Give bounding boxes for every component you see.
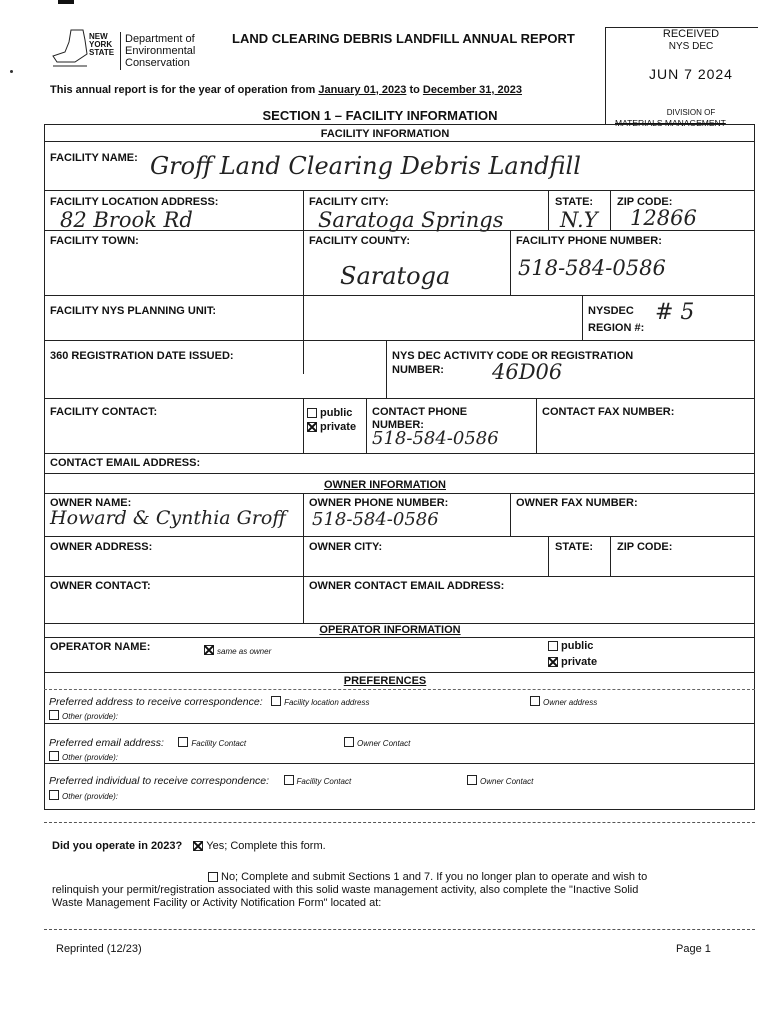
nys-dec-logo xyxy=(47,28,119,72)
logo-text: YORK xyxy=(89,40,113,49)
owner-phone-value: 518-584-0586 xyxy=(312,509,439,530)
location-value: 82 Brook Rd xyxy=(60,208,193,232)
activity-label: NYS DEC ACTIVITY CODE OR REGISTRATION xyxy=(392,350,634,362)
pref-address-label: Preferred address to receive correspondence: xyxy=(49,696,263,708)
logo-text: STATE xyxy=(89,48,115,57)
operation-yes-checkbox[interactable] xyxy=(193,841,203,851)
nysdec-region-label: REGION #: xyxy=(588,322,645,334)
location-label: FACILITY LOCATION ADDRESS: xyxy=(50,196,219,208)
owner-header: OWNER INFORMATION xyxy=(323,479,446,491)
same-as-owner-option[interactable] xyxy=(204,641,271,659)
divider xyxy=(548,190,549,230)
nysdec-label: NYSDEC xyxy=(588,305,634,317)
divider xyxy=(582,295,583,340)
phone-value: 518-584-0586 xyxy=(518,256,666,280)
pref-indiv-label: Preferred individual to receive correspondence: xyxy=(49,775,270,787)
operation-no-checkbox[interactable] xyxy=(208,872,218,882)
operator-public-checkbox[interactable] xyxy=(548,641,558,651)
divider xyxy=(44,230,755,231)
divider xyxy=(386,340,387,398)
intro-text: This annual report is for the year of operation from xyxy=(50,84,316,96)
preferences-header: PREFERENCES xyxy=(343,675,427,687)
contact-label: FACILITY CONTACT: xyxy=(50,406,158,418)
public-label: public xyxy=(320,407,353,419)
dept-line: Department of xyxy=(125,33,195,45)
operator-name-label: OPERATOR NAME: xyxy=(50,641,151,653)
divider xyxy=(44,493,755,494)
divider xyxy=(44,473,755,474)
owner-email-label: OWNER CONTACT EMAIL ADDRESS: xyxy=(309,580,505,592)
owner-name-value: Howard & Cynthia Groff xyxy=(50,507,286,529)
divider xyxy=(44,536,755,537)
divider xyxy=(303,190,304,374)
contact-phone-number-label: NUMBER: xyxy=(372,419,424,431)
operation-question: Did you operate in 2023? xyxy=(52,840,183,852)
operation-question-row xyxy=(52,840,326,852)
divider xyxy=(44,453,755,454)
operator-public-option[interactable] xyxy=(548,640,593,652)
operator-private-checkbox[interactable] xyxy=(548,657,558,667)
stamp-received: RECEIVED xyxy=(662,28,720,40)
divider xyxy=(303,493,304,623)
phone-label: FACILITY PHONE NUMBER: xyxy=(516,235,662,247)
nysdec-value: # 5 xyxy=(655,300,695,325)
divider xyxy=(303,398,304,453)
city-value: Saratoga Springs xyxy=(318,208,504,232)
top-mark xyxy=(58,0,74,4)
date-from: January 01, 2023 xyxy=(318,84,407,96)
owner-fax-label: OWNER FAX NUMBER: xyxy=(516,497,638,509)
public-checkbox[interactable] xyxy=(307,408,317,418)
divider xyxy=(44,723,755,724)
operation-no-text-2: relinquish your permit/registration associated with this solid waste management activity, also complete the "Inactive Solid xyxy=(52,884,639,896)
stamp-division-2: MATERIALS MANAGEMENT xyxy=(615,118,726,128)
divider xyxy=(44,672,755,673)
city-label: FACILITY CITY: xyxy=(309,196,389,208)
margin-dot xyxy=(10,70,13,73)
divider xyxy=(44,689,755,690)
public-option[interactable] xyxy=(307,407,352,419)
pref-email-owner-checkbox[interactable] xyxy=(344,737,354,747)
footer-reprinted: Reprinted (12/23) xyxy=(56,943,142,955)
pref-indiv-owner-label: Owner Contact xyxy=(480,777,534,786)
pref-address-owner-label: Owner address xyxy=(543,698,598,707)
owner-city-label: OWNER CITY: xyxy=(309,541,383,553)
pref-indiv-owner[interactable] xyxy=(467,771,533,789)
private-checkbox[interactable] xyxy=(307,422,317,432)
pref-address-owner-checkbox[interactable] xyxy=(530,696,540,706)
pref-indiv-other[interactable] xyxy=(49,786,118,804)
facility-info-header: FACILITY INFORMATION xyxy=(320,128,450,140)
planning-label: FACILITY NYS PLANNING UNIT: xyxy=(50,305,217,317)
operation-no-text: No; Complete and submit Sections 1 and 7. If you no longer plan to operate and wish to xyxy=(221,871,648,883)
dept-line: Conservation xyxy=(125,57,190,69)
pref-indiv-facility-label: Facility Contact xyxy=(296,777,352,786)
logo-divider xyxy=(120,32,122,70)
operator-public-label: public xyxy=(561,640,594,652)
contact-fax-label: CONTACT FAX NUMBER: xyxy=(542,406,675,418)
dept-line: Environmental xyxy=(125,45,196,57)
operation-yes-text: Yes; Complete this form. xyxy=(206,840,326,852)
stamp-date: JUN 7 2024 xyxy=(649,66,733,82)
divider xyxy=(536,398,537,453)
pref-address-other[interactable] xyxy=(49,706,118,724)
divider xyxy=(610,190,611,230)
owner-zip-label: ZIP CODE: xyxy=(617,541,673,553)
activity-number-label: NUMBER: xyxy=(392,364,444,376)
owner-contact-label: OWNER CONTACT: xyxy=(50,580,151,592)
pref-email-other-label: Other (provide): xyxy=(62,753,119,762)
pref-address-owner[interactable] xyxy=(530,692,597,710)
private-label: private xyxy=(320,421,357,433)
state-value: N.Y xyxy=(560,208,598,232)
intro-line xyxy=(50,84,522,96)
divider xyxy=(44,141,755,142)
same-as-owner-label: same as owner xyxy=(217,647,272,656)
reg-date-label: 360 REGISTRATION DATE ISSUED: xyxy=(50,350,234,362)
zip-value: 12866 xyxy=(630,206,697,230)
report-title: LAND CLEARING DEBRIS LANDFILL ANNUAL REPORT xyxy=(232,31,575,46)
pref-address-other-label: Other (provide): xyxy=(62,712,119,721)
state-label: STATE: xyxy=(555,196,594,208)
stamp-division: DIVISION OF xyxy=(666,108,716,117)
county-label: FACILITY COUNTY: xyxy=(309,235,411,247)
received-stamp xyxy=(605,27,758,124)
pref-address-facility-label: Facility location address xyxy=(284,698,370,707)
intro-mid: to xyxy=(409,84,420,96)
owner-state-label: STATE: xyxy=(555,541,594,553)
divider xyxy=(510,230,511,295)
pref-email-facility-checkbox[interactable] xyxy=(178,737,188,747)
owner-phone-label: OWNER PHONE NUMBER: xyxy=(309,497,449,509)
logo-text: NEW xyxy=(89,32,108,41)
contact-phone-value: 518-584-0586 xyxy=(372,428,499,449)
section-title: SECTION 1 – FACILITY INFORMATION xyxy=(262,108,498,123)
divider xyxy=(44,576,755,577)
town-label: FACILITY TOWN: xyxy=(50,235,139,247)
facility-name-label: FACILITY NAME: xyxy=(50,152,138,164)
dept-name xyxy=(125,33,195,69)
date-to: December 31, 2023 xyxy=(422,84,522,96)
operator-header: OPERATOR INFORMATION xyxy=(319,624,461,636)
divider xyxy=(44,340,755,341)
pref-email-other-checkbox[interactable] xyxy=(49,751,59,761)
zip-label: ZIP CODE: xyxy=(617,196,673,208)
divider xyxy=(44,763,755,764)
divider xyxy=(548,536,549,576)
pref-indiv-other-checkbox[interactable] xyxy=(49,790,59,800)
divider xyxy=(44,637,755,638)
divider xyxy=(366,398,367,453)
pref-address-other-checkbox[interactable] xyxy=(49,710,59,720)
contact-phone-label: CONTACT PHONE xyxy=(372,406,468,418)
operator-private-label: private xyxy=(561,656,598,668)
contact-email-label: CONTACT EMAIL ADDRESS: xyxy=(50,457,201,469)
pref-indiv-owner-checkbox[interactable] xyxy=(467,775,477,785)
pref-address-facility-checkbox[interactable] xyxy=(271,696,281,706)
divider xyxy=(510,493,511,536)
stamp-agency: NYS DEC xyxy=(668,41,714,52)
same-as-owner-checkbox[interactable] xyxy=(204,645,214,655)
operation-no-text-3: Waste Management Facility or Activity Notification Form" located at: xyxy=(52,897,382,909)
divider xyxy=(44,398,755,399)
pref-email-owner[interactable] xyxy=(344,733,410,751)
private-option[interactable] xyxy=(307,421,356,433)
facility-name-value: Groff Land Clearing Debris Landfill xyxy=(150,152,581,180)
activity-value: 46D06 xyxy=(492,360,563,384)
county-value: Saratoga xyxy=(340,262,451,290)
footer-page: Page 1 xyxy=(676,943,711,955)
operator-private-option[interactable] xyxy=(548,656,597,668)
divider xyxy=(610,536,611,576)
owner-name-label: OWNER NAME: xyxy=(50,497,132,509)
pref-email-label: Preferred email address: xyxy=(49,737,164,749)
pref-indiv-other-label: Other (provide): xyxy=(62,792,119,801)
divider xyxy=(44,295,755,296)
pref-indiv-facility-checkbox[interactable] xyxy=(284,775,294,785)
pref-email-facility-label: Facility Contact xyxy=(191,739,247,748)
operation-no-row xyxy=(208,871,647,883)
divider xyxy=(44,190,755,191)
pref-email-owner-label: Owner Contact xyxy=(357,739,411,748)
owner-address-label: OWNER ADDRESS: xyxy=(50,541,153,553)
